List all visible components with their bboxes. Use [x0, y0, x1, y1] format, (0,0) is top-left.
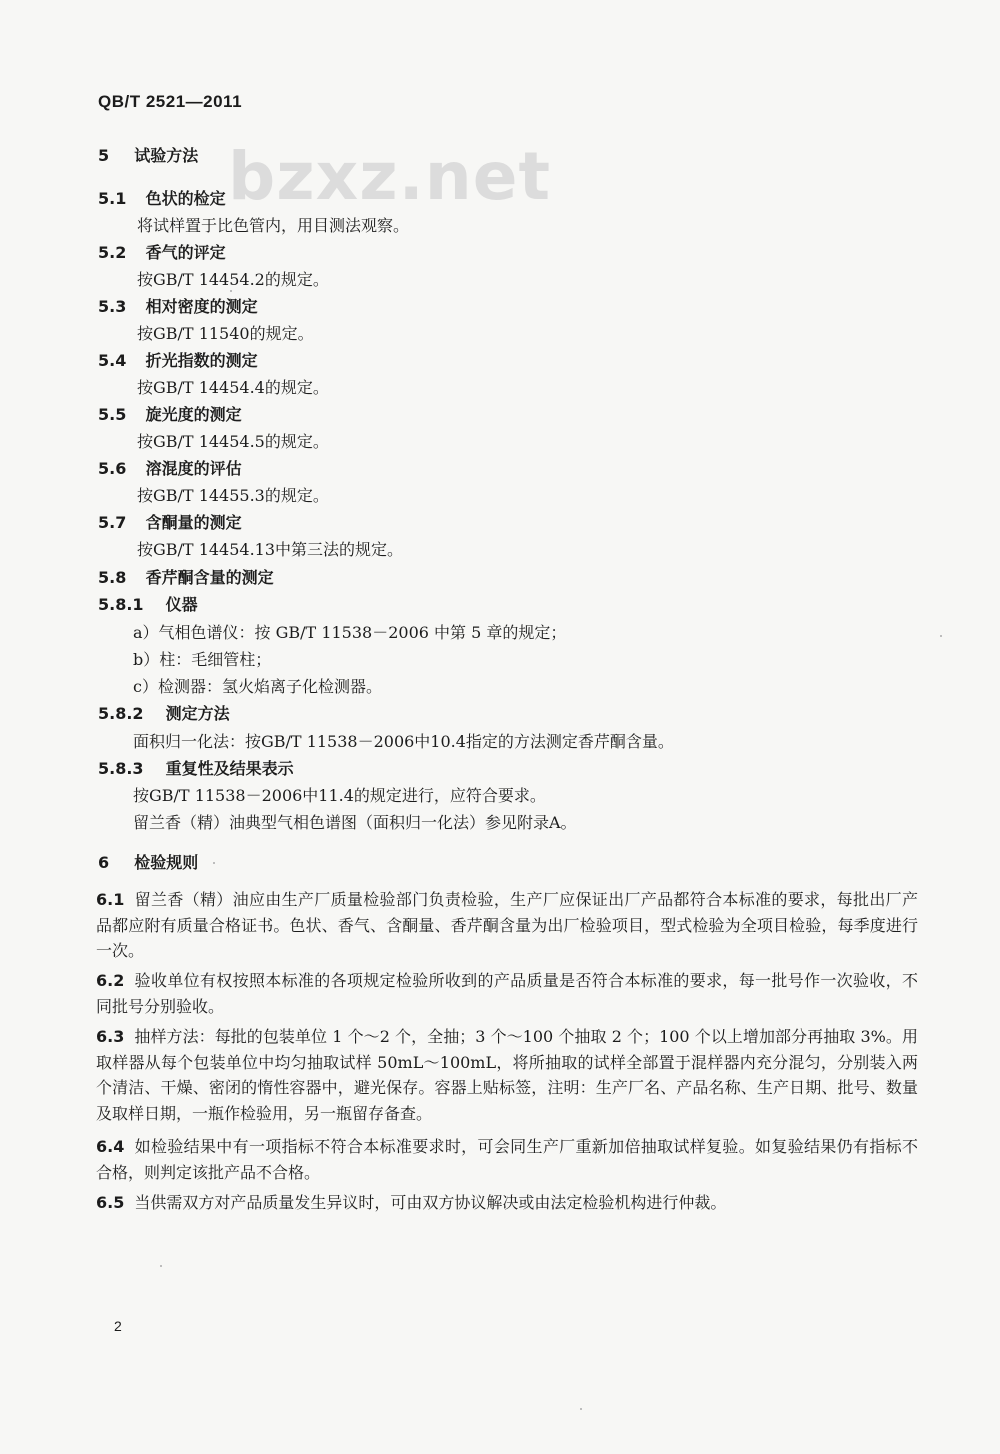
scan-speck [160, 1265, 162, 1267]
clause-text: 如检验结果中有一项指标不符合本标准要求时，可会同生产厂重新加倍抽取试样复验。如复验结果仍有指标不合格，则判定该批产品不合格。 [96, 1137, 918, 1182]
page-number: 2 [114, 1318, 122, 1334]
clause-number: 5.1 [98, 189, 127, 208]
clause-number: 5.6 [98, 459, 127, 478]
clause-title: 色状的检定 [145, 189, 226, 208]
clause-5-8-3-text-1: 按GB/T 11538－2006中11.4的规定进行，应符合要求。 [133, 786, 546, 805]
clause-5-5-heading [98, 402, 242, 425]
clause-number: 6.2 [96, 971, 125, 990]
clause-5-7-heading [98, 510, 242, 533]
clause-5-3-text: 按GB/T 11540的规定。 [137, 324, 314, 343]
scan-speck [580, 1408, 582, 1410]
document-code: QB/T 2521—2011 [98, 92, 243, 111]
clause-5-8-heading [98, 565, 274, 588]
section-title: 检验规则 [134, 853, 199, 872]
clause-number: 5.7 [98, 513, 127, 532]
clause-number: 5.8.2 [98, 704, 144, 723]
clause-5-4-text: 按GB/T 14454.4的规定。 [137, 378, 329, 397]
clause-number: 5.8 [98, 568, 127, 587]
scan-speck [230, 290, 232, 292]
clause-5-6-heading [98, 456, 242, 479]
clause-5-1-heading [98, 186, 226, 209]
clause-title: 折光指数的测定 [145, 351, 258, 370]
clause-number: 6.4 [96, 1137, 125, 1156]
section-5-heading [98, 143, 198, 166]
clause-title: 含酮量的测定 [145, 513, 242, 532]
list-item: c）检测器：氢火焰离子化检测器。 [133, 677, 382, 696]
clause-number: 5.8.1 [98, 595, 144, 614]
clause-5-2-heading [98, 240, 226, 263]
clause-number: 6.5 [96, 1193, 125, 1212]
clause-5-3-heading [98, 294, 258, 317]
list-item: a）气相色谱仪：按 GB/T 11538－2006 中第 5 章的规定； [133, 623, 567, 642]
clause-6-3 [96, 1024, 918, 1126]
section-6-heading [98, 850, 198, 873]
clause-5-5-text: 按GB/T 14454.5的规定。 [137, 432, 329, 451]
clause-5-8-2-heading [98, 701, 230, 724]
scan-speck [940, 635, 942, 637]
clause-5-8-3-text-2: 留兰香（精）油典型气相色谱图（面积归一化法）参见附录A。 [133, 813, 577, 832]
clause-text: 抽样方法：每批的包装单位 1 个～2 个，全抽；3 个～100 个抽取 2 个；100 个以上增加部分再抽取 3%。用取样器从每个包装单位中均匀抽取试样 50mL～100mL，将所抽取的试样全部置于混样器内充分混匀，分别装入两个清洁、干燥、密闭的惰性容器中，避光保存。容器上贴标签，注明：生产厂名、产品名称、生产日期、批号、数量及取样日期，一瓶作检验用，另一瓶留存备查。 [96, 1027, 918, 1123]
clause-title: 香气的评定 [145, 243, 226, 262]
clause-title: 旋光度的测定 [145, 405, 242, 424]
watermark: bzxz.net [228, 138, 552, 215]
clause-6-1 [96, 887, 918, 964]
clause-title: 测定方法 [165, 704, 230, 723]
clause-number: 5.8.3 [98, 759, 144, 778]
clause-6-5 [96, 1190, 918, 1216]
clause-6-2 [96, 968, 918, 1019]
clause-5-1-text: 将试样置于比色管内，用目测法观察。 [137, 216, 410, 235]
clause-number: 6.1 [96, 890, 125, 909]
clause-5-6-text: 按GB/T 14455.3的规定。 [137, 486, 329, 505]
clause-title: 重复性及结果表示 [165, 759, 294, 778]
clause-text: 验收单位有权按照本标准的各项规定检验所收到的产品质量是否符合本标准的要求，每一批号作一次验收，不同批号分别验收。 [96, 971, 918, 1016]
clause-5-4-heading [98, 348, 258, 371]
clause-number: 5.4 [98, 351, 127, 370]
clause-text: 当供需双方对产品质量发生异议时，可由双方协议解决或由法定检验机构进行仲裁。 [134, 1193, 727, 1212]
clause-text: 留兰香（精）油应由生产厂质量检验部门负责检验，生产厂应保证出厂产品都符合本标准的要求，每批出厂产品都应附有质量合格证书。色状、香气、含酮量、香芹酮含量为出厂检验项目，型式检验为全项目检验，每季度进行一次。 [96, 890, 918, 960]
clause-title: 仪器 [165, 595, 198, 614]
section-title: 试验方法 [134, 146, 199, 165]
clause-title: 香芹酮含量的测定 [145, 568, 274, 587]
clause-5-7-text: 按GB/T 14454.13中第三法的规定。 [137, 540, 404, 559]
clause-5-8-3-heading [98, 756, 294, 779]
clause-6-4 [96, 1134, 918, 1185]
clause-number: 5.5 [98, 405, 127, 424]
list-item: b）柱：毛细管柱； [133, 650, 272, 669]
clause-title: 相对密度的测定 [145, 297, 258, 316]
clause-number: 5.3 [98, 297, 127, 316]
clause-5-8-1-heading [98, 592, 198, 615]
clause-title: 溶混度的评估 [145, 459, 242, 478]
clause-5-8-2-text: 面积归一化法：按GB/T 11538－2006中10.4指定的方法测定香芹酮含量。 [133, 732, 674, 751]
clause-number: 6.3 [96, 1027, 125, 1046]
section-number: 6 [98, 853, 110, 872]
scan-speck [213, 862, 215, 864]
clause-number: 5.2 [98, 243, 127, 262]
clause-5-2-text: 按GB/T 14454.2的规定。 [137, 270, 329, 289]
section-number: 5 [98, 146, 110, 165]
